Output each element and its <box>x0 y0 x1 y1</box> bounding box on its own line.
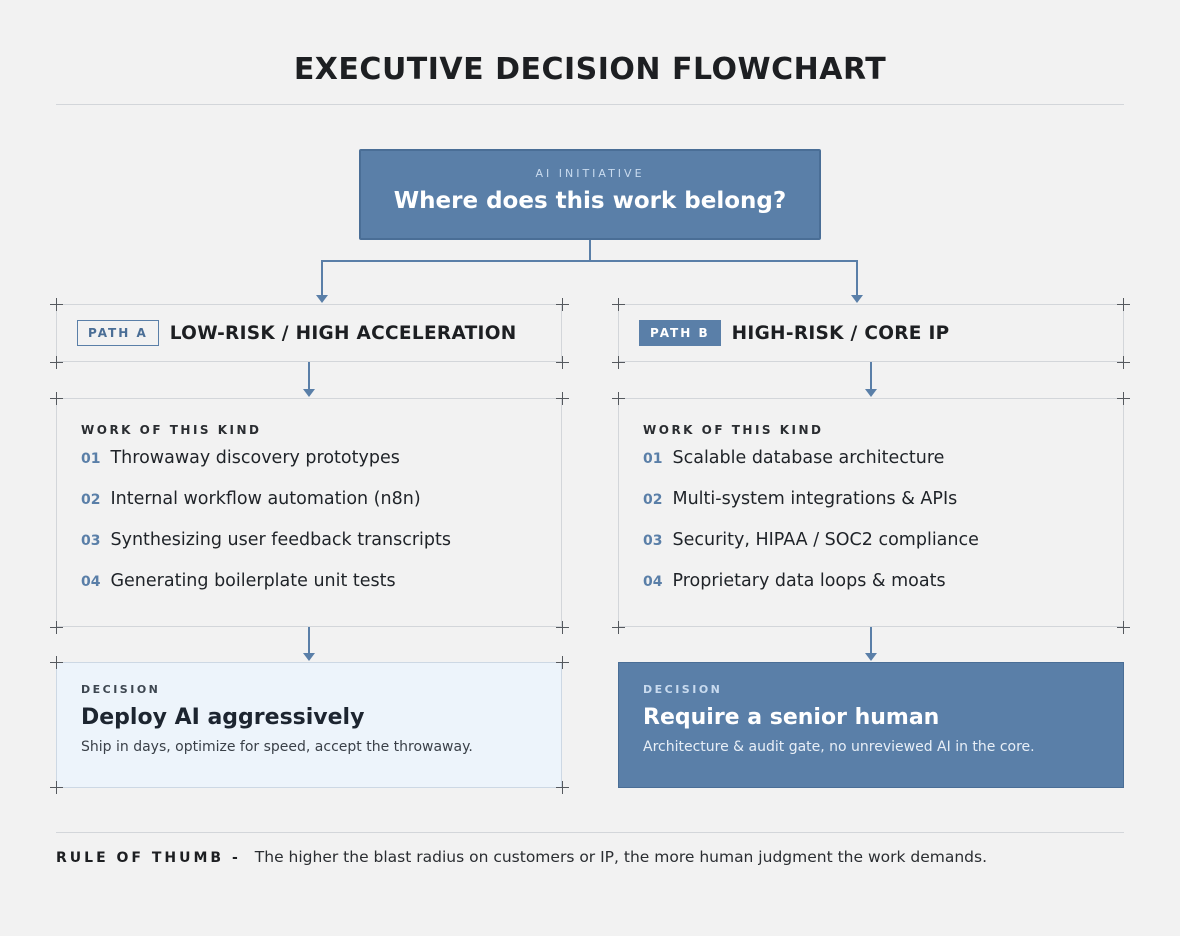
corner-mark <box>50 392 63 405</box>
corner-mark <box>556 621 569 634</box>
corner-mark <box>50 298 63 311</box>
list-item <box>81 489 537 530</box>
item-text: Proprietary data loops & moats <box>672 571 946 591</box>
arrow-b-1 <box>865 389 877 397</box>
rule-text: The higher the blast radius on customers or IP, the more human judgment the work demands. <box>254 848 988 866</box>
corner-mark <box>50 781 63 794</box>
path-a-work-box <box>56 398 562 627</box>
corner-mark <box>50 621 63 634</box>
rule-of-thumb <box>56 848 987 866</box>
item-number: 01 <box>81 451 101 467</box>
branch-drop-b <box>856 260 858 296</box>
corner-mark <box>1117 298 1130 311</box>
corner-mark <box>1117 392 1130 405</box>
item-text: Internal workflow automation (n8n) <box>110 489 421 509</box>
arrow-a-1 <box>303 389 315 397</box>
item-number: 02 <box>81 492 101 508</box>
corner-mark <box>556 781 569 794</box>
path-a-decision-heading: Deploy AI aggressively <box>81 705 365 730</box>
item-number: 01 <box>643 451 663 467</box>
title-divider <box>56 104 1124 105</box>
item-number: 02 <box>643 492 663 508</box>
path-b-work-kicker: WORK OF THIS KIND <box>643 423 824 437</box>
connector-a-2 <box>308 627 310 654</box>
item-number: 04 <box>81 574 101 590</box>
connector-b-2 <box>870 627 872 654</box>
connector-a-1 <box>308 362 310 390</box>
corner-mark <box>612 298 625 311</box>
path-a-work-kicker: WORK OF THIS KIND <box>81 423 262 437</box>
item-text: Throwaway discovery prototypes <box>110 448 400 468</box>
item-text: Scalable database architecture <box>672 448 945 468</box>
item-number: 03 <box>643 533 663 549</box>
path-b-header <box>618 304 1124 362</box>
branch-line <box>321 260 858 262</box>
item-number: 04 <box>643 574 663 590</box>
path-a-header <box>56 304 562 362</box>
path-b-decision-detail: Architecture & audit gate, no unreviewed AI in the core. <box>643 739 1035 755</box>
corner-mark <box>556 298 569 311</box>
path-b-work-list <box>643 448 1099 612</box>
corner-mark <box>50 356 63 369</box>
path-a-work-list <box>81 448 537 612</box>
arrow-b-2 <box>865 653 877 661</box>
connector-b-1 <box>870 362 872 390</box>
corner-mark <box>556 392 569 405</box>
corner-mark <box>1117 356 1130 369</box>
path-a-title: LOW-RISK / HIGH ACCELERATION <box>169 322 517 344</box>
corner-mark <box>1117 621 1130 634</box>
item-text: Security, HIPAA / SOC2 compliance <box>672 530 979 550</box>
path-b-title: HIGH-RISK / CORE IP <box>731 322 950 344</box>
list-item <box>643 530 1099 571</box>
corner-mark <box>612 392 625 405</box>
path-b-decision-kicker: DECISION <box>643 683 723 696</box>
list-item <box>643 571 1099 612</box>
corner-mark <box>556 356 569 369</box>
list-item <box>81 530 537 571</box>
item-text: Synthesizing user feedback transcripts <box>110 530 451 550</box>
branch-drop-a <box>321 260 323 296</box>
path-b-work-box <box>618 398 1124 627</box>
path-a-badge: PATH A <box>77 320 159 346</box>
corner-mark <box>556 656 569 669</box>
footer-divider <box>56 832 1124 833</box>
rule-label: RULE OF THUMB - <box>56 850 241 866</box>
path-b-decision <box>618 662 1124 788</box>
item-number: 03 <box>81 533 101 549</box>
arrow-a-2 <box>303 653 315 661</box>
list-item <box>643 489 1099 530</box>
list-item <box>643 448 1099 489</box>
item-text: Generating boilerplate unit tests <box>110 571 396 591</box>
corner-mark <box>612 356 625 369</box>
list-item <box>81 448 537 489</box>
path-a-decision-detail: Ship in days, optimize for speed, accept the throwaway. <box>81 739 473 755</box>
arrow-to-path-a <box>316 295 328 303</box>
path-a-decision-kicker: DECISION <box>81 683 161 696</box>
arrow-to-path-b <box>851 295 863 303</box>
root-question: Where does this work belong? <box>393 188 787 214</box>
root-question-node <box>359 149 821 240</box>
root-kicker: AI INITIATIVE <box>535 167 645 180</box>
path-b-badge: PATH B <box>639 320 721 346</box>
item-text: Multi-system integrations & APIs <box>672 489 958 509</box>
page-title: EXECUTIVE DECISION FLOWCHART <box>293 52 887 87</box>
corner-mark <box>612 621 625 634</box>
list-item <box>81 571 537 612</box>
path-b-decision-heading: Require a senior human <box>643 705 940 730</box>
corner-mark <box>50 656 63 669</box>
path-a-decision <box>56 662 562 788</box>
root-stem-line <box>589 240 591 261</box>
